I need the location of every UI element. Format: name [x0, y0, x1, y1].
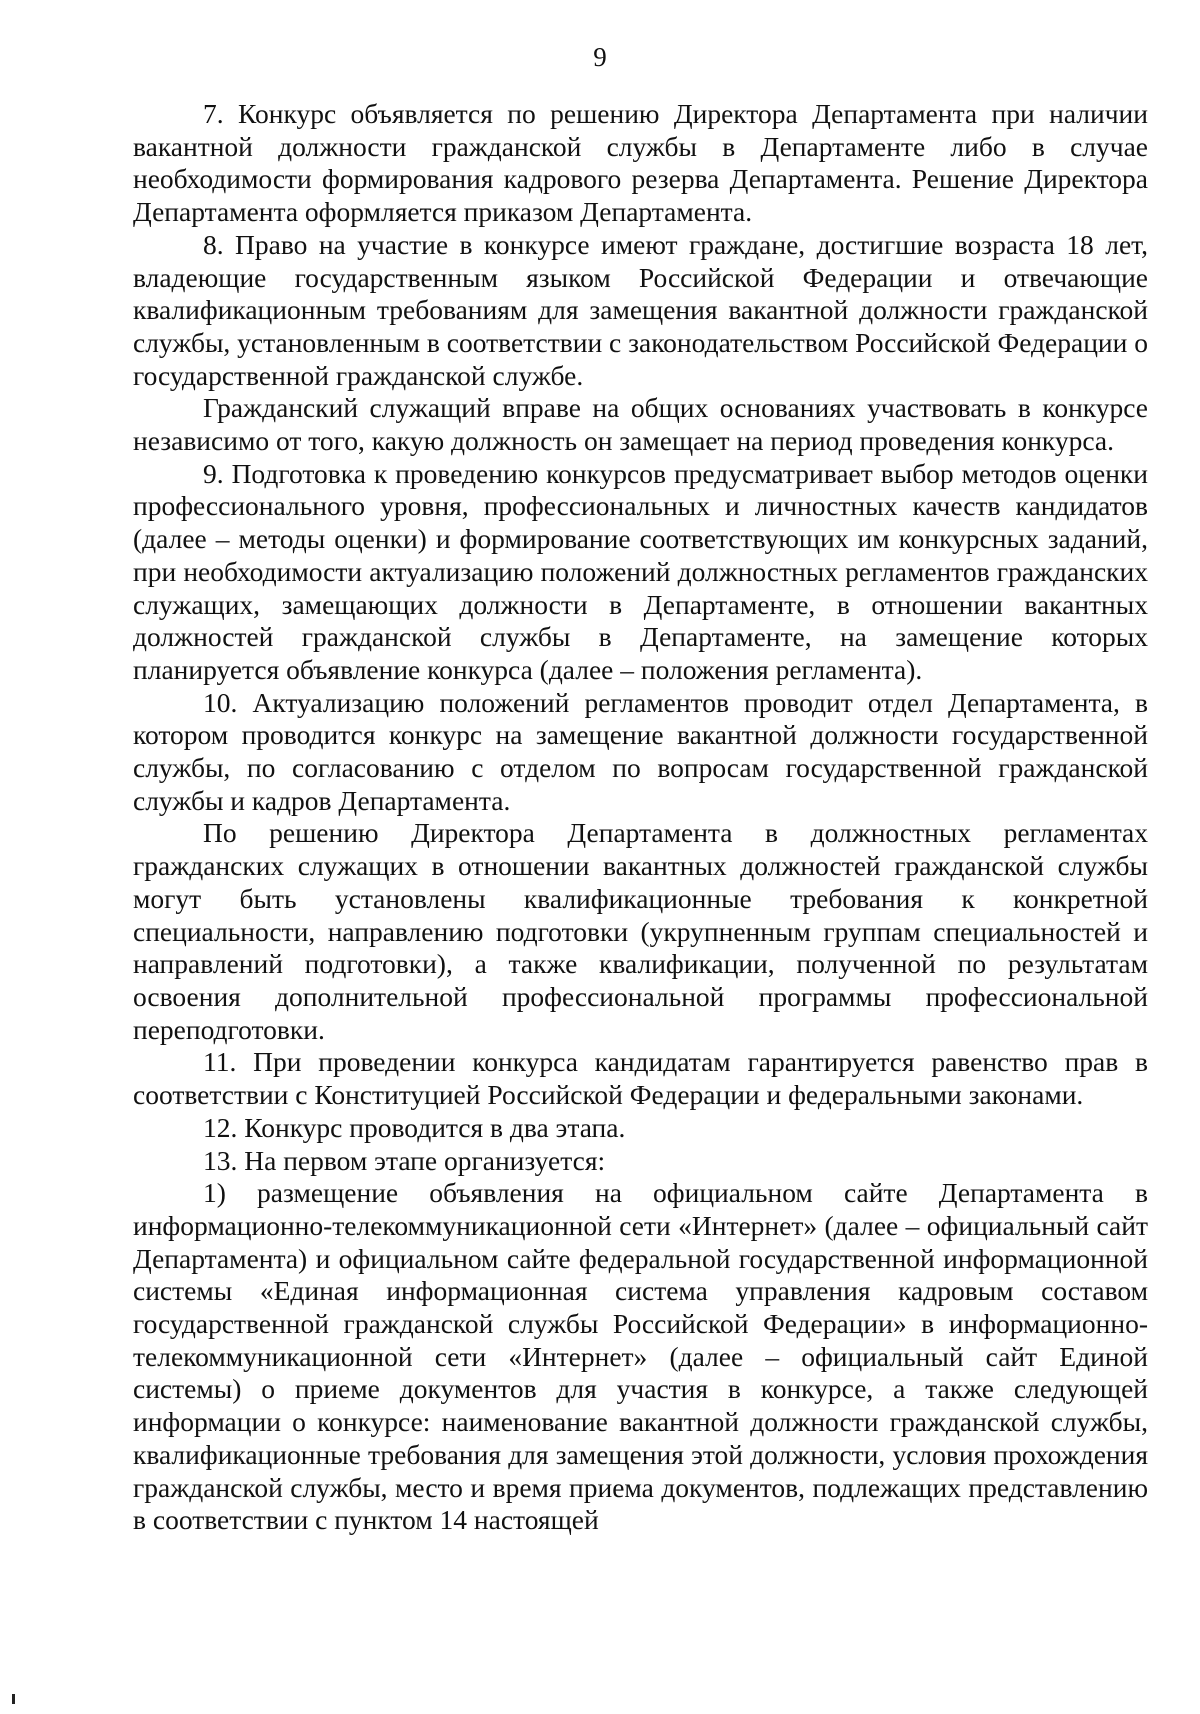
scan-mark — [12, 1694, 15, 1704]
page-number: 9 — [593, 42, 607, 72]
paragraph-10-continued: По решению Директора Департамента в должностных регламентах гражданских служащих в отношении вакантных должностей гражданской службы могут быть установлены квалификационные требования к конкретной специальности, направлению подготовки (укрупненным группам специальностей и направлений подготовки), а также квалификации, полученной по результатам освоения дополнительной профессиональной программы профессиональной переподготовки. — [133, 817, 1148, 1045]
paragraph-10: 10. Актуализацию положений регламентов проводит отдел Департамента, в котором проводится конкурс на замещение вакантной должности государственной службы, по согласованию с отделом по вопросам государственной гражданской службы и кадров Департамента. — [133, 686, 1148, 816]
paragraph-12: 12. Конкурс проводится в два этапа. — [203, 1111, 626, 1143]
paragraph-8-continued: Гражданский служащий вправе на общих основаниях участвовать в конкурсе независимо от того, какую должность он замещает на период проведения конкурса. — [133, 392, 1148, 457]
paragraph-13: 13. На первом этапе организуется: — [203, 1144, 606, 1176]
document-body — [133, 98, 1148, 1537]
paragraph-8: 8. Право на участие в конкурсе имеют граждане, достигшие возраста 18 лет, владеющие государственным языком Российской Федерации и отвечающие квалификационным требованиям для замещения вакантной должности гражданской службы, установленным в соответствии с законодательством Российской Федерации о государственной гражданской службе. — [133, 228, 1148, 391]
paragraph-11: 11. При проведении конкурса кандидатам гарантируется равенство прав в соответствии с Конституцией Российской Федерации и федеральными законами. — [133, 1046, 1148, 1111]
paragraph-13-item-1: 1) размещение объявления на официальном сайте Департамента в информационно-телекоммуникационной сети «Интернет» (далее – официальный сайт Департамента) и официальном сайте федеральной государственной информационной системы «Единая информационная система управления кадровым составом государственной гражданской службы Российской Федерации» в информационно-телекоммуникационной сети «Интернет» (далее – официальный сайт Единой системы) о приеме документов для участия в конкурсе, а также следующей информации о конкурсе: наименование вакантной должности гражданской службы, квалификационные требования для замещения этой должности, условия прохождения гражданской службы, место и время приема документов, подлежащих представлению в соответствии с пунктом 14 настоящей — [133, 1177, 1148, 1536]
paragraph-7: 7. Конкурс объявляется по решению Директора Департамента при наличии вакантной должности гражданской службы в Департаменте либо в случае необходимости формирования кадрового резерва Департамента. Решение Директора Департамента оформляется приказом Департамента. — [133, 98, 1148, 228]
paragraph-9: 9. Подготовка к проведению конкурсов предусматривает выбор методов оценки профессионального уровня, профессиональных и личностных качеств кандидатов (далее – методы оценки) и формирование соответствующих им конкурсных заданий, при необходимости актуализацию положений должностных регламентов гражданских служащих, замещающих должности в Департаменте, в отношении вакантных должностей гражданской службы в Департаменте, на замещение которых планируется объявление конкурса (далее – положения регламента). — [133, 457, 1148, 685]
